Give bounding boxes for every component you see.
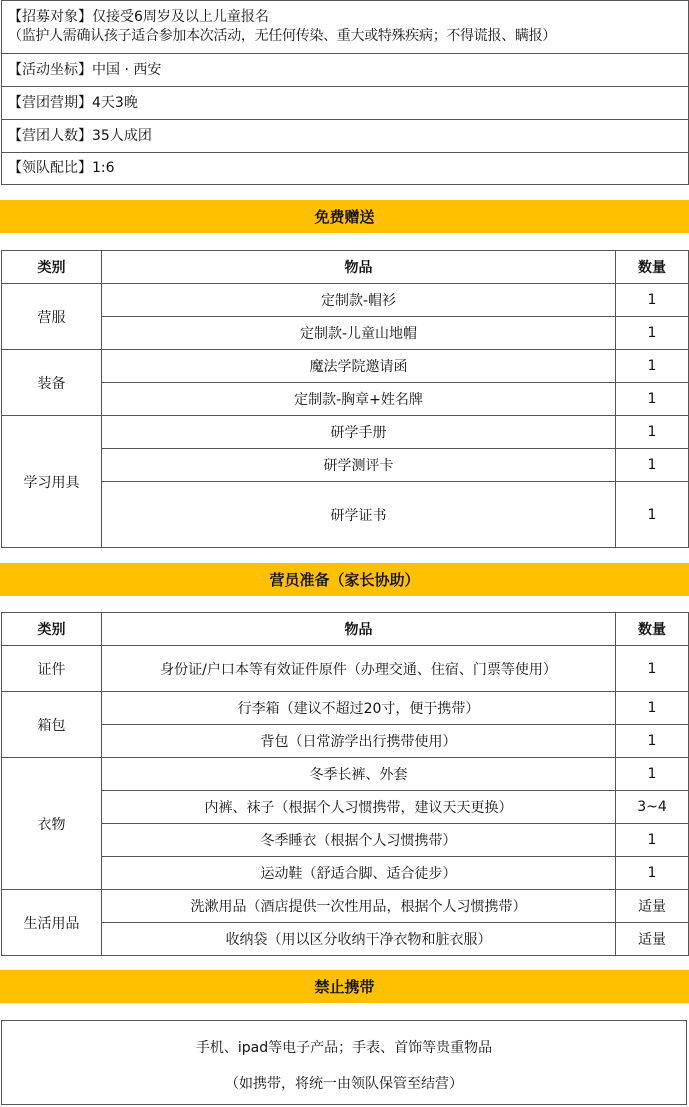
qty-cell: 1: [616, 857, 689, 890]
item-cell: 内裤、袜子（根据个人习惯携带，建议天天更换）: [102, 791, 616, 824]
header-item: 物品: [102, 613, 616, 646]
item-cell: 研学证书: [102, 482, 616, 548]
category-cell: 学习用具: [2, 416, 102, 548]
info-row-recruit: [2, 1, 688, 54]
info-label: 【领队配比】: [8, 160, 92, 176]
forbidden-note: [1, 1020, 687, 1105]
section-banner-prepare: 营员准备（家长协助）: [0, 563, 689, 596]
header-qty: 数量: [616, 613, 689, 646]
info-subtext: （监护人需确认孩子适合参加本次活动，无任何传染、重大或特殊疾病；不得谎报、瞒报）: [8, 28, 556, 44]
item-cell: 魔法学院邀请函: [102, 350, 616, 383]
item-cell: 研学手册: [102, 416, 616, 449]
item-cell: 冬季长裤、外套: [102, 758, 616, 791]
section-banner-gifts: 免费赠送: [0, 200, 689, 233]
category-cell: 衣物: [2, 758, 102, 890]
qty-cell: 1: [616, 824, 689, 857]
header-category: 类别: [2, 613, 102, 646]
category-cell: 箱包: [2, 692, 102, 758]
category-cell: 装备: [2, 350, 102, 416]
header-category: 类别: [2, 251, 102, 284]
info-row-size: [2, 120, 688, 153]
category-cell: 证件: [2, 646, 102, 692]
info-value: 中国 · 西安: [92, 61, 162, 78]
info-value: 1:6: [92, 160, 115, 176]
qty-cell: 1: [616, 350, 689, 383]
qty-cell: 1: [616, 284, 689, 317]
info-row-ratio: [2, 153, 688, 185]
item-cell: 洗漱用品（酒店提供一次性用品，根据个人习惯携带）: [102, 890, 616, 923]
item-cell: 行李箱（建议不超过20寸，便于携带）: [102, 692, 616, 725]
gifts-table: [1, 250, 689, 548]
qty-cell: 1: [616, 416, 689, 449]
info-value: 仅接受6周岁及以上儿童报名: [92, 9, 269, 25]
qty-cell: 1: [616, 646, 689, 692]
item-cell: 定制款-儿童山地帽: [102, 317, 616, 350]
item-cell: 身份证/户口本等有效证件原件（办理交通、住宿、门票等使用）: [102, 646, 616, 692]
forbidden-line-1: 手机、ipad等电子产品；手表、首饰等贵重物品: [195, 1040, 493, 1056]
qty-cell: 3~4: [616, 791, 689, 824]
qty-cell: 适量: [616, 923, 689, 956]
qty-cell: 1: [616, 449, 689, 482]
info-label: 【营团人数】: [8, 127, 92, 144]
qty-cell: 1: [616, 482, 689, 548]
info-label: 【招募对象】: [8, 9, 92, 25]
item-cell: 收纳袋（用以区分收纳干净衣物和脏衣服）: [102, 923, 616, 956]
qty-cell: 适量: [616, 890, 689, 923]
item-cell: 研学测评卡: [102, 449, 616, 482]
info-row-location: [2, 54, 688, 87]
info-label: 【活动坐标】: [8, 61, 92, 78]
qty-cell: 1: [616, 725, 689, 758]
qty-cell: 1: [616, 317, 689, 350]
category-cell: 营服: [2, 284, 102, 350]
item-cell: 定制款-帽衫: [102, 284, 616, 317]
qty-cell: 1: [616, 383, 689, 416]
forbidden-line-2: （如携带，将统一由领队保管至结营）: [225, 1076, 463, 1092]
info-panel: [1, 0, 689, 185]
prepare-table: [1, 612, 689, 956]
item-cell: 运动鞋（舒适合脚、适合徒步）: [102, 857, 616, 890]
item-cell: 定制款-胸章+姓名牌: [102, 383, 616, 416]
qty-cell: 1: [616, 692, 689, 725]
item-cell: 背包（日常游学出行携带使用）: [102, 725, 616, 758]
section-banner-forbidden: 禁止携带: [0, 970, 689, 1003]
item-cell: 冬季睡衣（根据个人习惯携带）: [102, 824, 616, 857]
info-row-duration: [2, 87, 688, 120]
qty-cell: 1: [616, 758, 689, 791]
info-value: 4天3晚: [92, 94, 138, 111]
info-label: 【营团营期】: [8, 94, 92, 111]
header-item: 物品: [102, 251, 616, 284]
header-qty: 数量: [616, 251, 689, 284]
info-value: 35人成团: [92, 127, 152, 144]
category-cell: 生活用品: [2, 890, 102, 956]
